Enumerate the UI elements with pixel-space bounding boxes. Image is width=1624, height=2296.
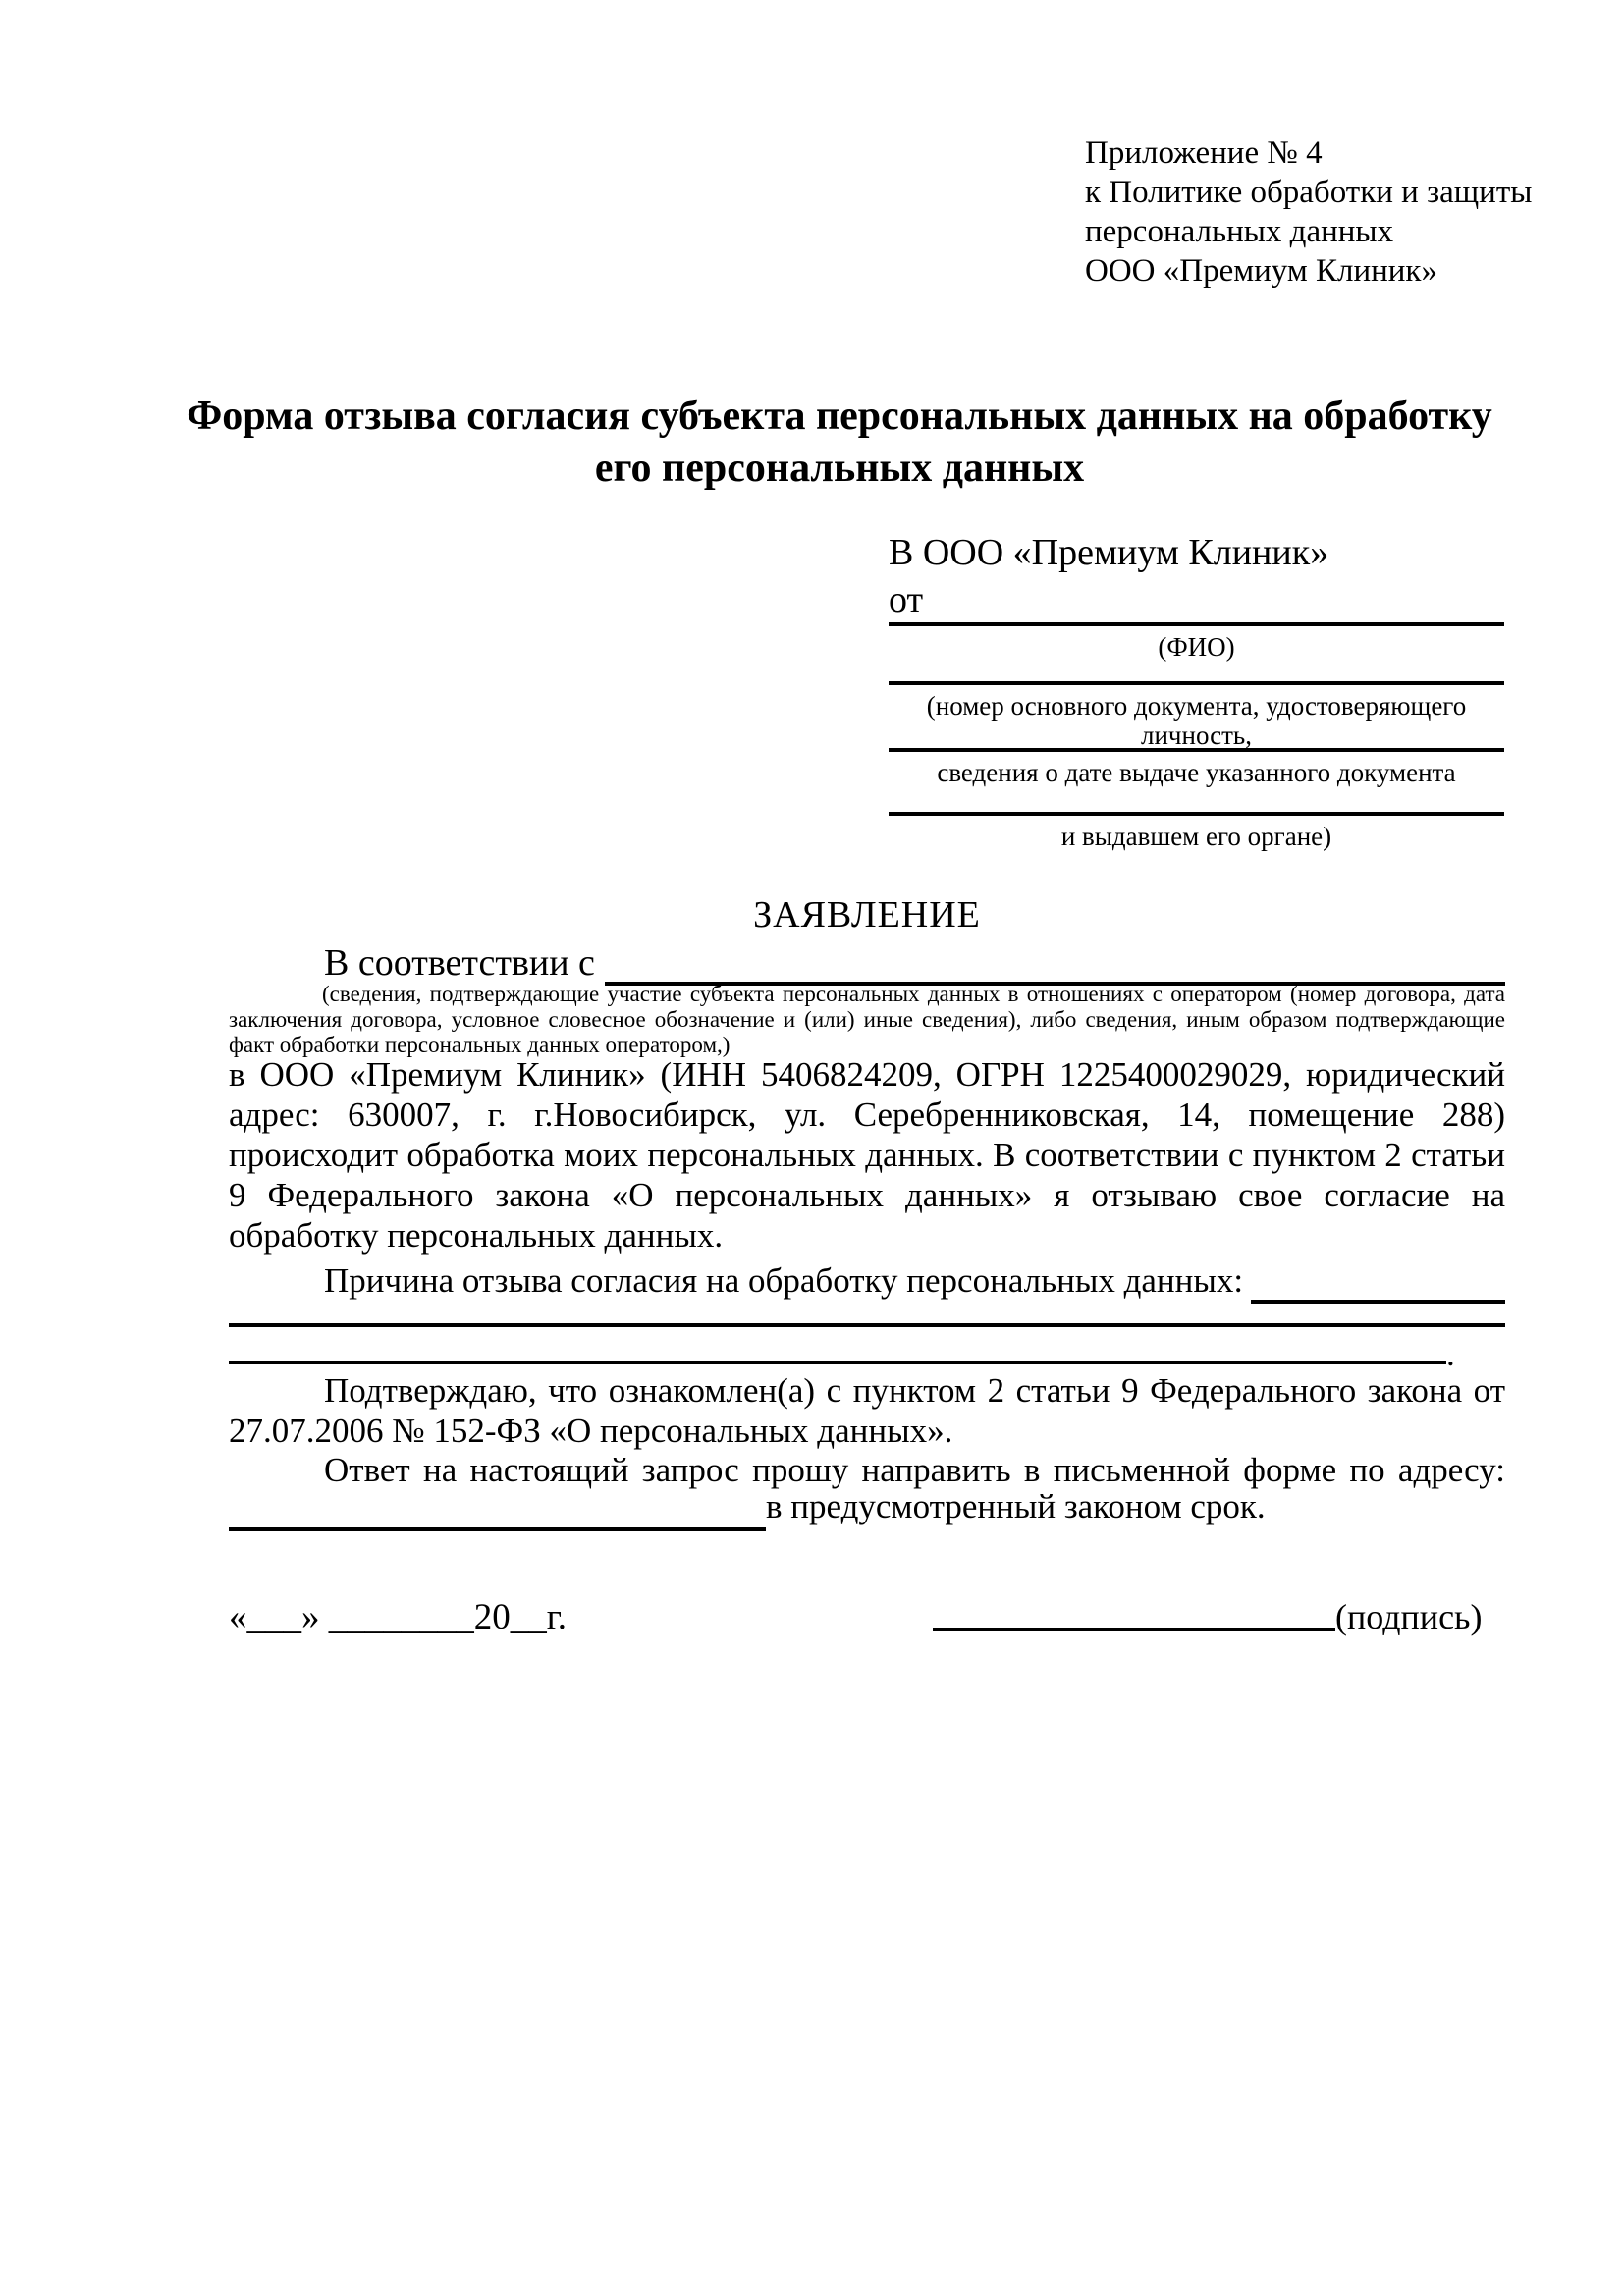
reason-extra-blank-row (229, 1335, 1505, 1374)
response-request-paragraph: Ответ на настоящий запрос прошу направить в письменной форме по адресу: (324, 1451, 1505, 1489)
issuer-caption: и выдавшем его органе) (1060, 822, 1332, 851)
form-title: Форма отзыва согласия субъекта персональных данных на обработку его персональных данных (187, 394, 1492, 491)
appendix-line: персональных данных (1085, 214, 1394, 249)
appendix-block (1085, 133, 1532, 291)
basis-row (229, 940, 1505, 986)
fio-caption: (ФИО) (1158, 632, 1235, 662)
statement-heading: ЗАЯВЛЕНИЕ (753, 894, 981, 935)
issue-date-caption: сведения о дате выдаче указанного документа (937, 758, 1456, 787)
response-address-row (229, 1486, 1505, 1531)
doc-number-caption: (номер основного документа, удостоверяющего личность, (926, 691, 1467, 750)
reason-label: Причина отзыва согласия на обработку персональных данных: (324, 1261, 1244, 1300)
addressee-from-label: от (889, 579, 924, 620)
reason-extra-blank-line (229, 1323, 1505, 1327)
address-blank-line (229, 1486, 766, 1531)
appendix-line: Приложение № 4 (1085, 135, 1323, 171)
date-field: «___» ________20__г. (229, 1597, 568, 1637)
fine-print-note: (сведения, подтверждающие участие субъекта персональных данных в отношениях с оператором (номер договора, дата заключения договора, условное словесное обозначение и (или) иные сведения), либо сведения, иным образом подтверждающие факт обработки персональных данных оператором,) (229, 982, 1505, 1057)
doc-number-blank-line (889, 681, 1504, 685)
reason-blank-line (1251, 1260, 1505, 1304)
basis-blank-line (605, 940, 1505, 986)
body-paragraph: в ООО «Премиум Клиник» (ИНН 5406824209, ОГРН 1225400029029, юридический адрес: 630007, г. г.Новосибирск, ул. Серебренниковская, 14, помещение 288) происходит обработка моих персональных данных. В соответствии с пунктом 2 статьи 9 Федерального закона «О персональных данных» я отзываю свое согласие на обработку персональных данных. (229, 1055, 1505, 1255)
appendix-line: ООО «Премиум Клиник» (1085, 253, 1437, 289)
reason-extra-blank-line (229, 1335, 1446, 1364)
basis-label: В соответствии с (324, 942, 595, 984)
response-tail: в предусмотренный законом срок. (766, 1487, 1266, 1525)
issuer-blank-line (889, 812, 1504, 816)
reason-row (229, 1260, 1505, 1304)
signature-row (933, 1596, 1505, 1637)
fio-blank-line (889, 622, 1504, 626)
signature-caption: (подпись) (1335, 1597, 1483, 1636)
issue-date-blank-line (889, 748, 1504, 752)
addressee-to: В ООО «Премиум Клиник» (889, 532, 1329, 573)
period-mark: . (1446, 1335, 1455, 1373)
signature-blank-line (933, 1596, 1335, 1631)
confirmation-paragraph: Подтверждаю, что ознакомлен(а) с пунктом 2 статьи 9 Федерального закона от 27.07.2006 № 152-ФЗ «О персональных данных». (229, 1371, 1505, 1450)
appendix-line: к Политике обработки и защиты (1085, 175, 1533, 210)
